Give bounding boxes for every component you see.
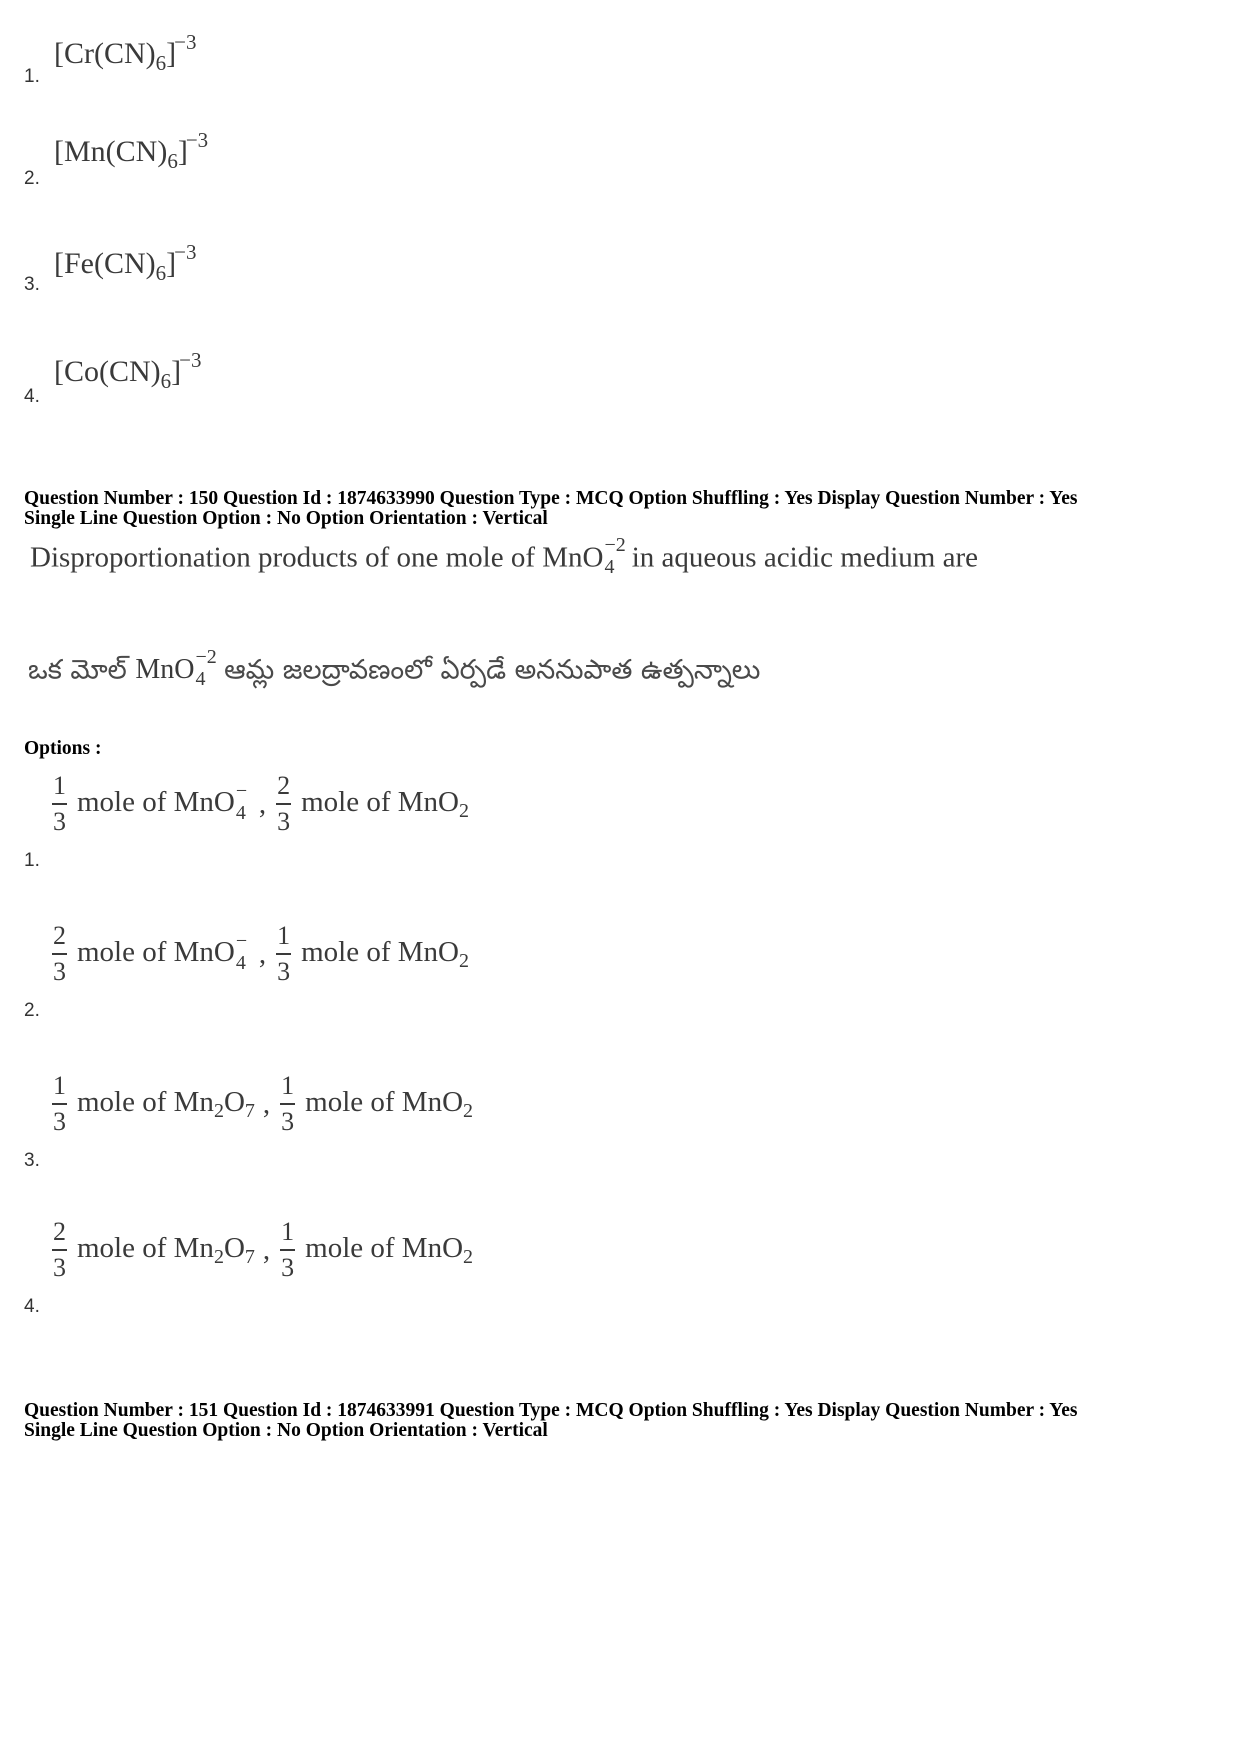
option-number: 2. (24, 1000, 40, 1021)
meta-line-2: Single Line Question Option : No Option Orientation : Vertical (24, 1420, 548, 1441)
question-text-english: Disproportionation products of one mole of MnO −2 4 in aqueous acidic medium are (30, 534, 978, 578)
option-number: 3. (24, 1150, 40, 1171)
options-label: Options : (24, 738, 102, 759)
option-formula: $[Mn(CN)_6]^{-3}$ (54, 128, 209, 173)
option-number: 1. (24, 66, 40, 87)
option-term-1: mole of $Mn_2O_7$ (77, 1231, 255, 1268)
fraction: $\frac{2}{3}$ (277, 771, 291, 836)
fraction: $\frac{1}{3}$ (277, 921, 291, 986)
fraction: $\frac{2}{3}$ (53, 1217, 66, 1282)
option-term-2: mole of MnO$_2$ (305, 1085, 474, 1122)
fraction: $\frac{1}{3}$ (281, 1071, 295, 1136)
fraction: $\frac{1}{3}$ (53, 1071, 66, 1136)
fraction: $\frac{1}{3}$ (53, 771, 66, 836)
question-text-telugu: ఒక మోల్ MnO −2 4 ఆమ్ల జలద్రావణంలో ఏర్పడే అననుపాత ఉత్పన్నాలు (28, 646, 761, 690)
option-term-1: mole of $Mn_2O_7$ (77, 1085, 255, 1122)
meta-line-1: Question Number : 150 Question Id : 1874633990 Question Type : MCQ Option Shuffling : Yes Display Question Number : Yes (24, 488, 1078, 509)
option-formula: $[Cr(CN)_6]^{-3}$ (54, 30, 197, 75)
meta-line-1: Question Number : 151 Question Id : 1874633991 Question Type : MCQ Option Shuffling : Yes Display Question Number : Yes (24, 1400, 1078, 1421)
fraction: $\frac{2}{3}$ (53, 921, 66, 986)
option-term-1: mole of MnO − 4 (77, 780, 248, 825)
option-number: 1. (24, 850, 40, 871)
question-meta-150 (24, 489, 1077, 529)
option-term-1: mole of MnO − 4 (77, 930, 248, 975)
option-formula: $[Fe(CN)_6]^{-3}$ (54, 240, 197, 285)
option-number: 3. (24, 274, 40, 295)
option-number: 4. (24, 386, 40, 407)
fraction: $\frac{1}{3}$ (281, 1217, 295, 1282)
option-formula: $[Co(CN)_6]^{-3}$ (54, 348, 202, 393)
option-number: 2. (24, 168, 40, 189)
option-term-2: mole of MnO$_2$ (305, 1231, 474, 1268)
option-number: 4. (24, 1296, 40, 1317)
question-meta-151 (24, 1401, 1077, 1441)
option-term-2: mole of MnO$_2$ (301, 785, 469, 822)
meta-line-2: Single Line Question Option : No Option Orientation : Vertical (24, 508, 548, 529)
option-term-2: mole of MnO$_2$ (301, 935, 469, 972)
